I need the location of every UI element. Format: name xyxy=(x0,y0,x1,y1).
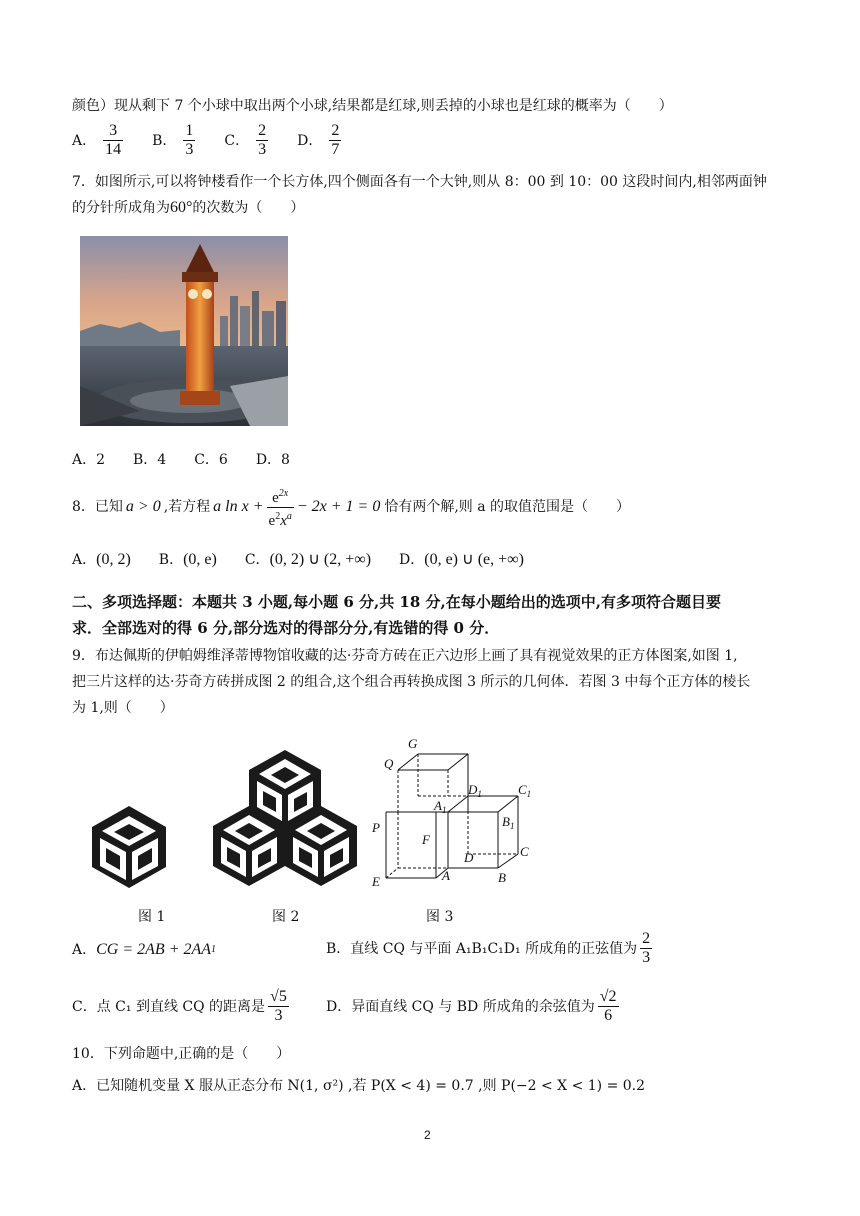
q6-option-a-value: $\frac{3}{14}$ xyxy=(105,122,122,158)
q6-option-d-label: D． xyxy=(297,132,323,149)
q6-option-b-value: $\frac{1}{3}$ xyxy=(185,122,194,158)
label-b1: $B_1$ xyxy=(502,814,515,831)
q6-option-a-label: A． xyxy=(72,132,97,149)
label-a1: $A_1$ xyxy=(434,798,447,815)
figure3-geometry xyxy=(368,732,536,892)
q10-option-a: A．已知随机变量 X 服从正态分布 N(1, σ²) ,若 P(X < 4) = 0.7 ,则 P(−2 < X < 1) = 0.2 xyxy=(72,1078,646,1094)
figure1-cube-tile xyxy=(90,804,168,890)
q6-option-b-label: B． xyxy=(152,132,177,149)
label-d: D xyxy=(464,850,474,865)
q6-option-d-value: $\frac{2}{7}$ xyxy=(331,122,340,158)
q9-option-c: C． 点 C₁ 到直线 CQ 的距离是 $\frac{√5}{3}$ xyxy=(72,988,287,1024)
figure3-caption: 图 3 xyxy=(426,909,454,925)
q6-option-c-label: C． xyxy=(224,132,250,149)
figure1-caption: 图 1 xyxy=(138,909,166,925)
q9-stem-line2: 把三片这样的达·芬奇方砖拼成图 2 的组合,这个组合再转换成图 3 所示的几何体．若图 3 中每个正方体的棱长 xyxy=(72,674,751,690)
section2-heading-line1: 二、多项选择题：本题共 3 小题,每小题 6 分,共 18 分,在每小题给出的选项中,有多项符合题目要 xyxy=(72,593,721,611)
q7-stem-line1: 7．如图所示,可以将钟楼看作一个长方体,四个侧面各有一个大钟,则从 8：00 到 10：00 这段时间内,相邻两面钟 xyxy=(72,174,767,190)
q9-option-a: A． CG = 2AB + 2AA 1 xyxy=(72,941,217,958)
q7-stem-line2: 的分针所成角为60°的次数为（ ） xyxy=(72,199,305,216)
q8-option-b: B．(0, e) xyxy=(158,551,217,568)
label-d1: $D_1$ xyxy=(468,782,482,799)
label-f: F xyxy=(422,832,430,847)
q7-angle: 60° xyxy=(170,199,193,216)
label-c: C xyxy=(520,844,529,859)
q8-stem: 8．已知 a > 0 ,若方程 a ln x + $\frac{e^{2x}}{e^2x^a}$ − 2x + 1 = 0 恰有两个解,则 a 的取值范围是（ ） xyxy=(72,484,630,530)
q9-stem-line1: 9．布达佩斯的伊帕姆维泽蒂博物馆收藏的达·芬奇方砖在正六边形上画了具有视觉效果的正方体图案,如图 1, xyxy=(72,648,738,664)
q7-options: A．2 B．4 C．6 D．8 xyxy=(72,452,290,468)
label-a: A xyxy=(442,868,450,883)
q8-fraction: $\frac{e^{2x}}{e^2x^a}$ xyxy=(268,487,292,529)
label-p: P xyxy=(372,820,380,835)
q9-option-b: B． 直线 CQ 与平面 A₁B₁C₁D₁ 所成角的正弦值为 $\frac{2}{3}$ xyxy=(326,930,651,966)
q9-option-b-value: $\frac{2}{3}$ xyxy=(642,930,651,966)
section2-heading-line2: 求．全部选对的得 6 分,部分选对的得部分分,有选错的得 0 分． xyxy=(72,619,500,637)
q8-condition: a > 0 xyxy=(125,498,161,515)
q8-eq-right: − 2x + 1 = 0 xyxy=(296,498,381,515)
q8-option-c: C．(0, 2) ∪ (2, +∞) xyxy=(244,551,372,568)
q9-option-d-value: $\frac{√2}{6}$ xyxy=(599,988,617,1024)
figure2-three-tiles xyxy=(212,748,358,888)
label-e: E xyxy=(372,874,380,889)
label-c1: $C_1$ xyxy=(518,782,532,799)
q8-options xyxy=(72,550,524,570)
q6-option-c-value: $\frac{2}{3}$ xyxy=(258,122,267,158)
q8-option-a: A．(0, 2) xyxy=(72,551,131,568)
q9-stem-line3: 为 1,则（ ） xyxy=(72,700,174,716)
label-g: G xyxy=(408,736,418,751)
q8-eq-left: a ln x + xyxy=(213,498,264,515)
q9-option-a-expr: CG = 2AB + 2AA xyxy=(96,941,212,958)
q6-options xyxy=(72,122,344,159)
q8-option-d: D．(0, e) ∪ (e, +∞) xyxy=(399,551,524,568)
figure2-caption: 图 2 xyxy=(272,909,300,925)
label-b: B xyxy=(498,870,506,885)
q9-option-d: D． 异面直线 CQ 与 BD 所成角的余弦值为 $\frac{√2}{6}$ xyxy=(326,988,617,1024)
q9-option-c-value: $\frac{√5}{3}$ xyxy=(270,988,287,1024)
clock-tower-photo xyxy=(80,236,288,426)
q6-stem-tail: 颜色）现从剩下 7 个小球中取出两个小球,结果都是红球,则丢掉的小球也是红球的概率为（ ） xyxy=(72,98,673,114)
q10-stem: 10．下列命题中,正确的是（ ） xyxy=(72,1046,291,1062)
page-number: 2 xyxy=(424,1128,431,1142)
label-q: Q xyxy=(384,756,394,771)
